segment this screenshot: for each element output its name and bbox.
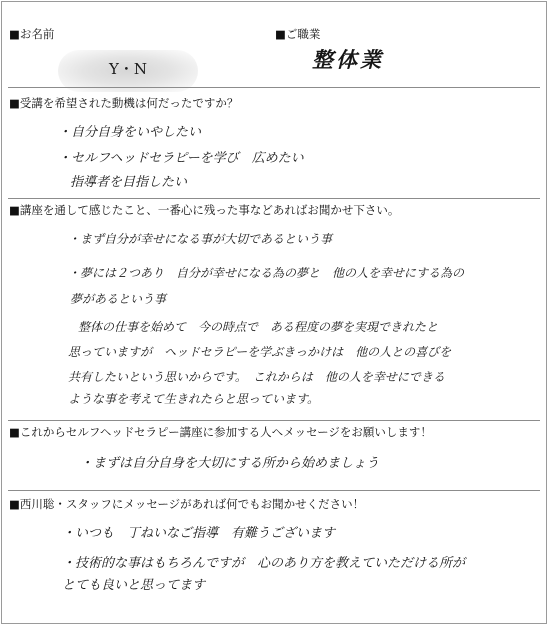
name-value: Y・N: [108, 60, 148, 78]
answer-line: 指導者を目指したい: [70, 175, 188, 190]
divider: [8, 490, 540, 491]
answer-line: 共有したいという思いからです。 これからは 他の人を幸せにできる: [68, 370, 445, 384]
answer-line: ような事を考えて生きれたらと思っています。: [68, 392, 320, 406]
answer-line: ・まず自分が幸せになる事が大切であるという事: [68, 232, 333, 246]
question-message-participants: ■これからセルフヘッドセラピー講座に参加する人へメッセージをお願いします！: [9, 425, 432, 439]
answer-line: ・自分自身をいやしたい: [58, 125, 202, 140]
divider: [8, 87, 540, 88]
question-message-staff: ■西川聡・スタッフにメッセージがあれば何でもお聞かせください！: [9, 497, 365, 511]
question-motivation: ■受講を希望された動機は何だったですか？: [9, 96, 239, 110]
divider: [8, 198, 540, 199]
answer-line: ・セルフヘッドセラピーを学び 広めたい: [58, 151, 304, 166]
name-label: ■お名前: [9, 27, 55, 41]
occupation-value: 整体業: [312, 47, 384, 72]
occupation-label: ■ご職業: [275, 27, 321, 41]
answer-line: 思っていますが ヘッドセラピーを学ぶきっかけは 他の人との喜びを: [68, 345, 452, 359]
answer-line: ・まずは自分自身を大切にする所から始めましょう: [80, 456, 380, 471]
answer-line: 整体の仕事を始めて 今の時点で ある程度の夢を実現できれたと: [78, 320, 439, 334]
question-impressions: ■講座を通して感じたこと、一番心に残った事などあればお聞かせ下さい。: [9, 203, 400, 217]
answer-line: ・いつも 丁ねいなご指導 有難うございます: [62, 526, 336, 541]
divider: [8, 420, 540, 421]
answer-line: ・技術的な事はもちろんですが 心のあり方を教えていただける所が: [62, 556, 466, 571]
answer-line: 夢があるという事: [70, 292, 167, 306]
answer-line: とても良いと思ってます: [62, 578, 206, 593]
answer-line: ・夢には２つあり 自分が幸せになる為の夢と 他の人を幸せにする為の: [68, 266, 465, 280]
